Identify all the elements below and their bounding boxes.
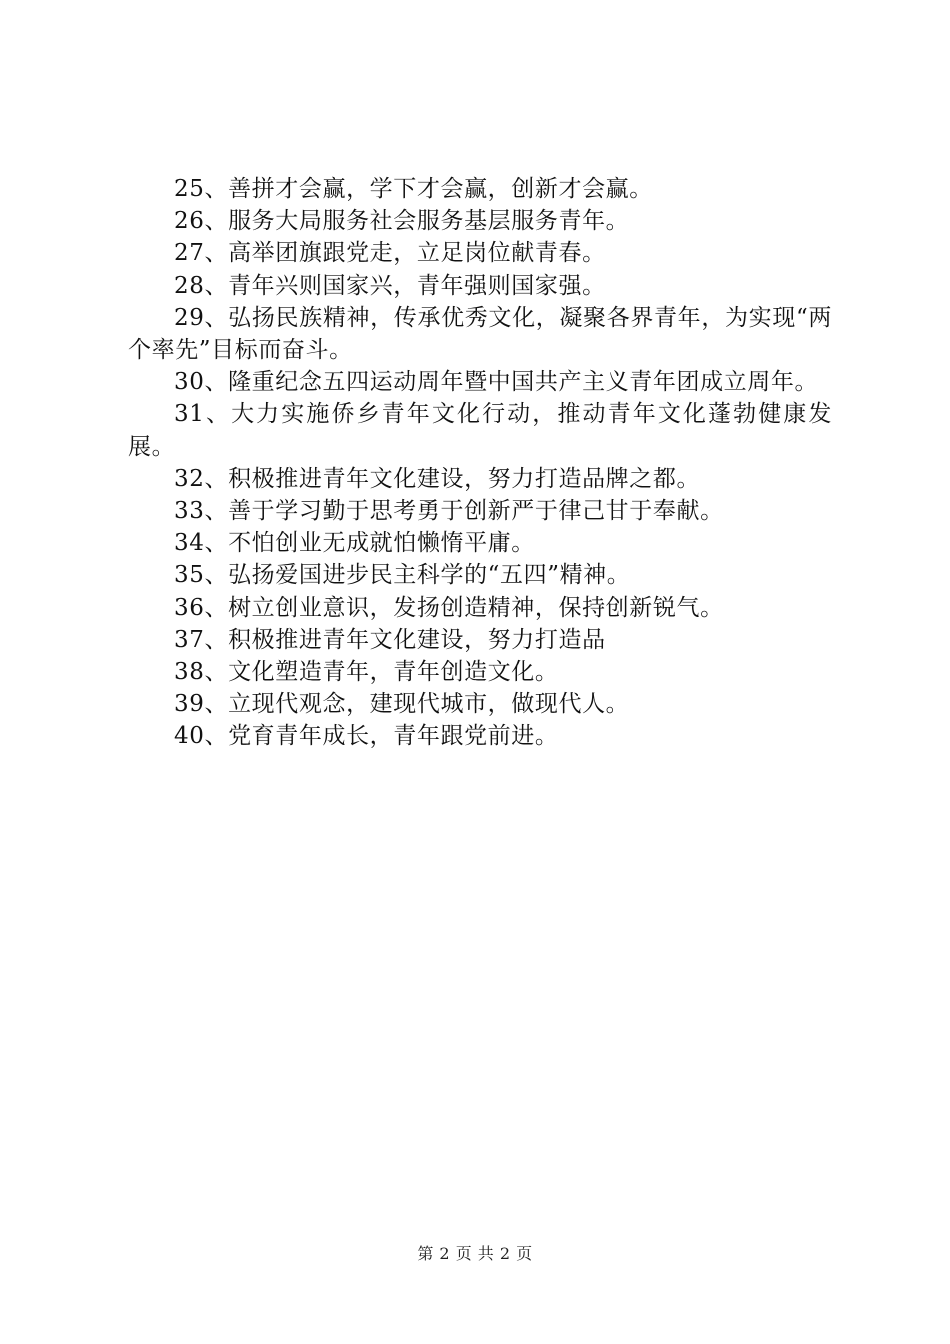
slogan-paragraph: 25、善拼才会赢，学下才会赢，创新才会赢。	[174, 176, 653, 202]
slogan-paragraph: 40、党育青年成长，青年跟党前进。	[174, 723, 559, 750]
slogan-paragraph: 38、文化塑造青年，青年创造文化。	[174, 659, 559, 686]
slogan-paragraph: 31、大力实施侨乡青年文化行动，推动青年文化蓬勃健康发展。	[128, 401, 832, 460]
slogan-paragraph: 33、善于学习勤于思考勇于创新严于律己甘于奉献。	[174, 498, 724, 525]
slogan-paragraph: 35、弘扬爱国进步民主科学的“五四”精神。	[174, 562, 631, 589]
page-footer: 第 2 页 共 2 页	[417, 1244, 533, 1263]
slogan-paragraph: 37、积极推进青年文化建设，努力打造品	[174, 626, 606, 653]
slogan-paragraph: 27、高举团旗跟党走，立足岗位献青春。	[174, 240, 606, 267]
slogan-paragraph: 32、积极推进青年文化建设，努力打造品牌之都。	[174, 465, 701, 492]
slogan-paragraph: 30、隆重纪念五四运动周年暨中国共产主义青年团成立周年。	[174, 369, 819, 396]
slogan-paragraph: 34、不怕创业无成就怕懒惰平庸。	[174, 530, 535, 557]
document-body	[128, 173, 832, 753]
slogan-paragraph: 28、青年兴则国家兴，青年强则国家强。	[174, 272, 606, 299]
slogan-paragraph: 36、树立创业意识，发扬创造精神，保持创新锐气。	[174, 594, 724, 621]
slogan-paragraph: 39、立现代观念，建现代城市，做现代人。	[174, 691, 630, 718]
slogan-paragraph: 29、弘扬民族精神，传承优秀文化，凝聚各界青年，为实现“两个率先”目标而奋斗。	[128, 304, 832, 364]
slogan-paragraph: 26、服务大局服务社会服务基层服务青年。	[174, 208, 630, 235]
